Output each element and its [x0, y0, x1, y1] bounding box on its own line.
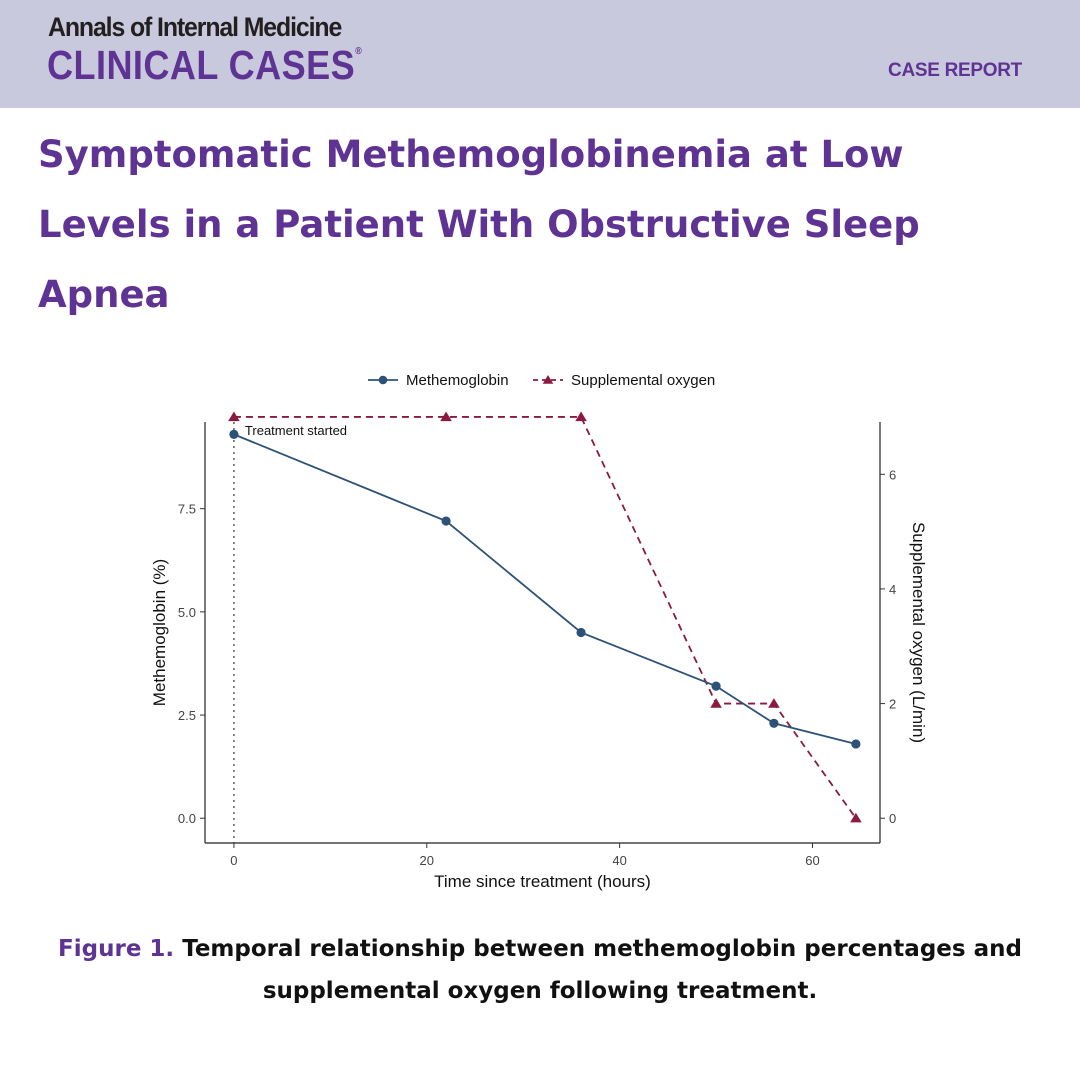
oxygen-series-line — [234, 417, 856, 818]
treatment-start-label: Treatment started — [244, 423, 348, 438]
figure-label: Figure 1. — [58, 936, 175, 962]
methemoglobin-series-line — [234, 434, 856, 744]
plot-area — [150, 411, 928, 891]
figure-caption — [40, 928, 1040, 1012]
y2-tick-label: 6 — [889, 467, 897, 483]
journal-brand-logo — [47, 42, 362, 89]
journal-name: Annals of Internal Medicine — [48, 12, 342, 42]
journal-header — [0, 0, 1080, 108]
methemoglobin-point — [576, 628, 585, 637]
y2-axis-title: Supplemental oxygen (L/min) — [909, 521, 928, 744]
chart-legend — [368, 372, 715, 389]
oxygen-point — [575, 411, 587, 421]
y-tick-label: 5.0 — [177, 604, 196, 620]
y-tick-label: 7.5 — [177, 501, 196, 517]
legend-methemoglobin-label: Methemoglobin — [406, 372, 509, 389]
article-title: Symptomatic Methemoglobinemia at Low Levels in a Patient With Obstructive Sleep Apnea — [38, 133, 920, 316]
oxygen-point — [710, 698, 722, 708]
legend-methemoglobin-marker — [379, 376, 388, 385]
y2-tick-label: 4 — [889, 581, 897, 597]
oxygen-point — [768, 698, 780, 708]
y2-tick-label: 2 — [889, 696, 897, 712]
section-label: CASE REPORT — [888, 60, 1022, 81]
x-tick-label: 20 — [419, 853, 435, 868]
registered-mark: ® — [355, 46, 363, 57]
legend-oxygen-label: Supplemental oxygen — [571, 372, 716, 389]
methemoglobin-point — [769, 719, 778, 728]
methemoglobin-point — [229, 430, 238, 439]
y-tick-label: 0.0 — [177, 811, 196, 827]
methemoglobin-oxygen-chart — [0, 350, 1080, 910]
oxygen-point — [850, 813, 862, 823]
x-axis-title: Time since treatment (hours) — [434, 872, 651, 891]
y-tick-label: 2.5 — [177, 708, 196, 724]
x-tick-label: 60 — [805, 853, 820, 868]
y-axis-title: Methemoglobin (%) — [150, 558, 169, 707]
y2-tick-label: 0 — [889, 811, 897, 827]
figure-caption-text: Temporal relationship between methemoglobin percentages and supplemental oxygen following treatment. — [182, 936, 1022, 1004]
journal-brand-text: CLINICAL CASES — [47, 42, 356, 88]
x-tick-label: 0 — [230, 853, 238, 868]
methemoglobin-point — [711, 682, 720, 691]
methemoglobin-point — [851, 739, 860, 748]
x-tick-label: 40 — [612, 853, 627, 868]
methemoglobin-point — [441, 516, 450, 525]
